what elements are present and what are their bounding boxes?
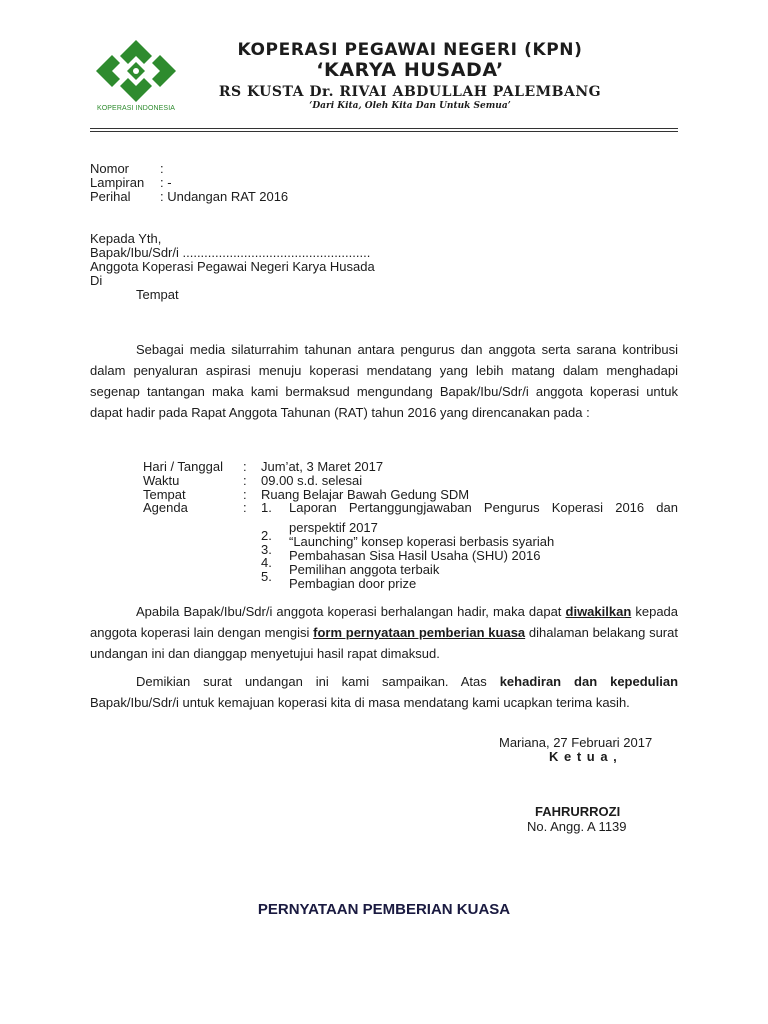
address-org: Anggota Koperasi Pegawai Negeri Karya Husada (90, 259, 375, 274)
perihal-label: Perihal (90, 189, 131, 204)
signature-member-number: No. Angg. A 1139 (527, 819, 627, 834)
address-di: Di (90, 273, 103, 288)
kehadiran-emphasis: kehadiran dan kepedulian (499, 674, 679, 689)
tempat-sep: : (243, 487, 247, 502)
koperasi-logo (90, 38, 182, 118)
logo-caption: KOPERASI INDONESIA (96, 105, 176, 112)
paragraph-3-text: Bapak/Ibu/Sdr/i untuk kemajuan koperasi kita di masa mendatang kami ucapkan terima kasih. (90, 695, 630, 710)
address-recipient: Bapak/Ibu/Sdr/i .................................................... (90, 245, 371, 260)
org-hospital: RS KUSTA Dr. RIVAI ABDULLAH PALEMBANG (218, 84, 602, 100)
diwakilkan-emphasis: diwakilkan (565, 604, 632, 619)
agenda-item-continuation: perspektif 2017 (289, 520, 378, 535)
nomor-separator: : (160, 161, 164, 176)
hari-value: Jum’at, 3 Maret 2017 (261, 459, 384, 474)
agenda-item-text: Laporan Pertanggungjawaban Pengurus Koperasi 2016 dan (289, 500, 678, 515)
agenda-number: 1. (261, 500, 272, 515)
paragraph-2-text: kepada anggota koperasi lain dengan mengisi (90, 604, 679, 640)
perihal-value: : Undangan RAT 2016 (160, 189, 289, 204)
paragraph-2-text: dihalaman belakang surat undangan ini dan dianggap menyetujui hasil rapat dimaksud. (90, 625, 678, 661)
agenda-item-text: “Launching” konsep koperasi berbasis syariah (289, 534, 555, 549)
agenda-number: 4. (261, 555, 272, 570)
org-motto: ‘Dari Kita, Oleh Kita Dan Untuk Semua’ (309, 101, 511, 111)
nomor-label: Nomor (90, 161, 130, 176)
header-rule-top (90, 128, 678, 129)
body-paragraph-1: Sebagai media silaturrahim tahunan antara pengurus dan anggota serta sarana kontribusi dalam penyaluran aspirasi menuju koperasi mendatang yang lebih matang dalam menghadapi segenap tantangan maka kami bermaksud mengundang Bapak/Ibu/Sdr/i anggota koperasi untuk dapat hadir pada Rapat Anggota Tahunan (RAT) tahun 2016 yang direncanakan pada : (90, 342, 678, 420)
koperasi-emblem-icon (90, 38, 182, 104)
org-name: KOPERASI PEGAWAI NEGERI (KPN) (237, 40, 583, 60)
agenda-number: 3. (261, 542, 272, 557)
agenda-number: 2. (261, 528, 272, 543)
lampiran-value: : - (160, 175, 172, 190)
signature-place-date: Mariana, 27 Februari 2017 (499, 735, 653, 750)
hari-label: Hari / Tanggal (143, 459, 223, 474)
agenda-item-text: Pemilihan anggota terbaik (289, 562, 440, 577)
body-paragraph-3 (90, 671, 678, 713)
address-tempat: Tempat (136, 287, 179, 302)
hari-sep: : (243, 459, 247, 474)
waktu-value: 09.00 s.d. selesai (261, 473, 363, 488)
signature-name: FAHRURROZI (535, 804, 621, 819)
waktu-label: Waktu (143, 473, 180, 488)
form-title: PERNYATAAN PEMBERIAN KUASA (257, 901, 511, 918)
lampiran-label: Lampiran (90, 175, 145, 190)
agenda-label: Agenda (143, 500, 188, 515)
tempat-value: Ruang Belajar Bawah Gedung SDM (261, 487, 470, 502)
agenda-item-text: Pembagian door prize (289, 576, 417, 591)
waktu-sep: : (243, 473, 247, 488)
paragraph-2-text: Apabila Bapak/Ibu/Sdr/i anggota koperasi berhalangan hadir, maka dapat (136, 604, 566, 619)
paragraph-3-text: Demikian surat undangan ini kami sampaikan. Atas (136, 674, 500, 689)
signature-role: K e t u a , (549, 749, 618, 764)
agenda-sep: : (243, 500, 247, 515)
header-rule-bottom (90, 131, 678, 132)
tempat-label: Tempat (143, 487, 186, 502)
agenda-item-text: Pembahasan Sisa Hasil Usaha (SHU) 2016 (289, 548, 541, 563)
agenda-number: 5. (261, 569, 272, 584)
address-greeting: Kepada Yth, (90, 231, 162, 246)
form-kuasa-link[interactable]: form pernyataan pemberian kuasa (313, 625, 526, 640)
org-subname: ‘KARYA HUSADA’ (316, 59, 504, 81)
body-paragraph-2 (90, 601, 678, 664)
